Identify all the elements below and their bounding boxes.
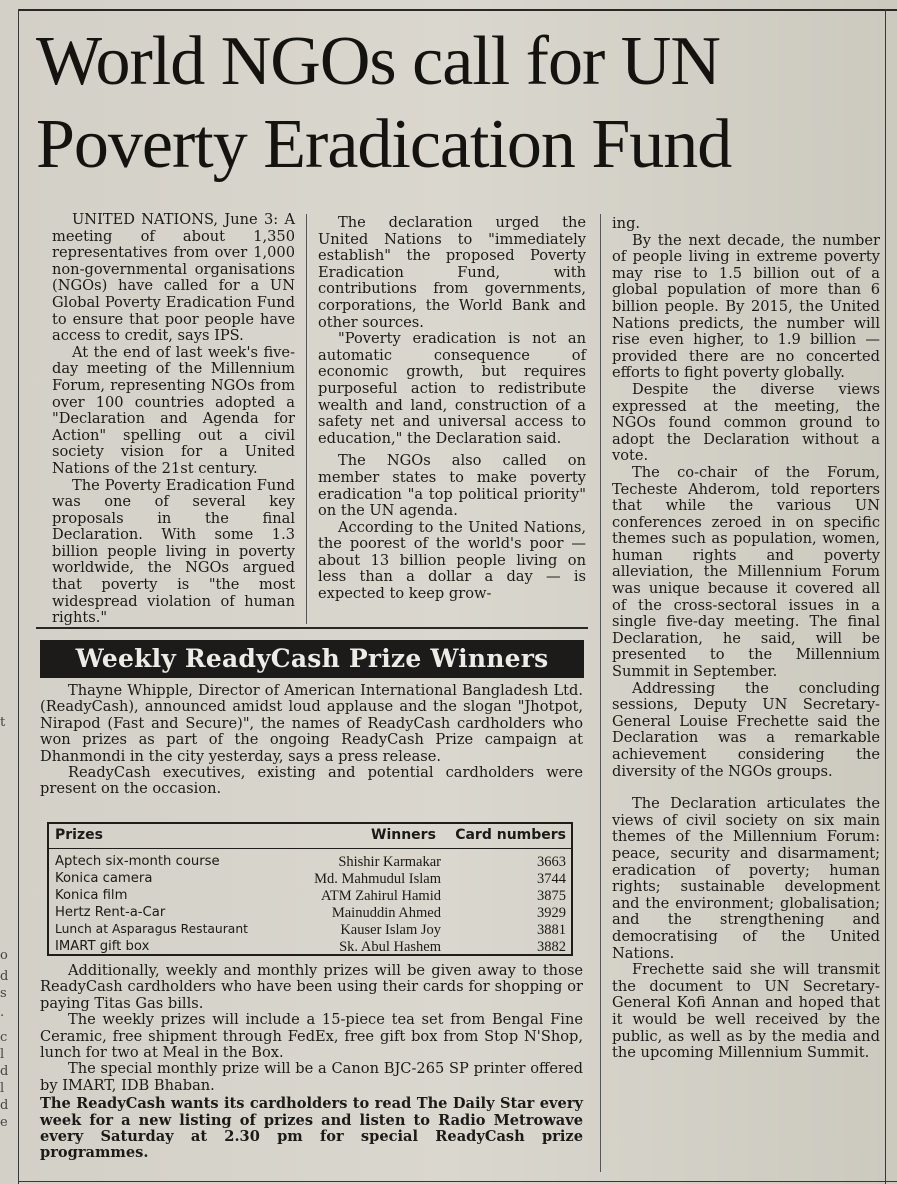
winner-cell: ATM Zahirul Hamid (320, 888, 441, 904)
margin-fragment: l (0, 1047, 5, 1062)
card-cell: 3929 (537, 905, 566, 921)
table-row (49, 854, 571, 871)
margin-fragment: s (0, 986, 7, 1001)
article-column-2 (318, 215, 586, 603)
prize-box-intro (40, 683, 583, 798)
paragraph: The declaration urged the United Nations to "immediately establish" the proposed Poverty Eradication Fund, with contributions from governments, corporations, the World Bank and other sources. (318, 214, 586, 331)
paragraph: UNITED NATIONS, June 3: A meeting of about 1,350 representatives from over 1,000 non-governmental organisations (NGOs) have called for a UN Global Poverty Eradication Fund to ensure that poor people have access to credit, says IPS. (52, 211, 295, 345)
margin-fragment: t (0, 715, 6, 730)
paragraph: The special monthly prize will be a Canon BJC-265 SP printer offered by IMART, IDB Bhaban. (40, 1060, 583, 1094)
paragraph: The NGOs also called on member states to make poverty eradication "a top political priority" on the UN agenda. (318, 452, 586, 520)
winner-cell: Kauser Islam Joy (340, 922, 441, 938)
margin-fragment: o (0, 948, 8, 963)
prize-cell: Aptech six-month course (55, 854, 220, 869)
paragraph: Frechette said she will transmit the document to UN Secretary-General Kofi Annan and hoped that it would be well received by the public, as well as by the media and the upcoming Millennium Summit. (612, 961, 880, 1062)
margin-fragment: d (0, 1064, 9, 1079)
table-body (49, 849, 571, 956)
column-divider (306, 214, 307, 624)
paragraph: According to the United Nations, the poorest of the world's poor — about 13 billion people living on less than a dollar a day — is expected to keep grow- (318, 518, 586, 603)
paragraph: ReadyCash executives, existing and potential cardholders were present on the occasion. (40, 764, 583, 798)
headline-line-1: World NGOs call for UN (36, 23, 720, 100)
header-prizes: Prizes (55, 827, 103, 843)
paragraph: Addressing the concluding sessions, Deputy UN Secretary-General Louise Frechette said the Declaration was a remarkable achievement considering the diversity of the NGOs groups. (612, 679, 880, 780)
table-row (49, 939, 571, 956)
winner-cell: Sk. Abul Hashem (339, 939, 441, 955)
card-cell: 3882 (537, 939, 566, 955)
prize-cell: Hertz Rent-a-Car (55, 905, 166, 920)
card-cell: 3663 (537, 854, 566, 870)
winner-cell: Mainuddin Ahmed (331, 905, 441, 921)
box-top-rule (36, 627, 588, 629)
prize-cell: Konica film (55, 888, 128, 903)
paragraph: "Poverty eradication is not an automatic consequence of economic growth, but requires purposeful action to redistribute wealth and land, construction of a safety net and universal access to education," the Declaration said. (318, 330, 586, 447)
table-row (49, 905, 571, 922)
paragraph: The Poverty Eradication Fund was one of several key proposals in the final Declaration. With some 1.3 billion people living in poverty worldwide, the NGOs argued that poverty is "the most widespread violation of human rights." (52, 476, 295, 627)
prize-box-details (40, 963, 583, 1162)
paragraph: The co-chair of the Forum, Techeste Ahderom, told reporters that while the various UN conferences zeroed in on specific themes such as population, women, human rights and poverty alleviation, the Millennium Forum was unique because it covered all of the cross-sectoral issues in a single five-day meeting. The final Declaration, he said, will be presented to the Millennium Summit in September. (612, 463, 880, 681)
prize-cell: Konica camera (55, 871, 153, 886)
paragraph: At the end of last week's five-day meeting of the Millennium Forum, representing NGOs from over 100 countries adopted a "Declaration and Agenda for Action" spelling out a civil society vision for a United Nations of the 21st century. (52, 343, 295, 477)
headline-line-2: Poverty Eradication Fund (36, 106, 732, 183)
paragraph: ing. (612, 215, 641, 232)
adjacent-column-fragments (0, 700, 14, 1131)
right-rule (885, 9, 886, 1184)
margin-fragment: d (0, 1098, 9, 1113)
column-divider (600, 214, 601, 1172)
card-cell: 3875 (537, 888, 566, 904)
prize-cell: Lunch at Asparagus Restaurant (55, 922, 248, 936)
paragraph: The Declaration articulates the views of civil society on six main themes of the Millennium Forum: peace, security and disarmament; eradication of poverty; human rights; sustainable development and the environment; globalisation; and the strengthening and democratising of the United Nations. (612, 795, 880, 962)
card-cell: 3744 (537, 871, 566, 887)
margin-fragment: c (0, 1030, 8, 1045)
card-cell: 3881 (537, 922, 566, 938)
left-rule (18, 9, 19, 1184)
margin-fragment: l (0, 1081, 5, 1096)
header-card-numbers: Card numbers (455, 827, 566, 843)
paragraph: Additionally, weekly and monthly prizes will be given away to those ReadyCash cardholders who have been using their cards for shopping or paying Titas Gas bills. (40, 962, 583, 1012)
margin-fragment: . (0, 1005, 5, 1020)
margin-fragment: e (0, 1115, 8, 1130)
table-row (49, 871, 571, 888)
table-row (49, 922, 571, 939)
prize-cell: IMART gift box (55, 939, 150, 954)
article-column-1 (52, 212, 295, 627)
top-rule (18, 9, 897, 11)
prize-winners-table (47, 822, 573, 956)
paragraph: Despite the diverse views expressed at the meeting, the NGOs found common ground to adopt the Declaration without a vote. (612, 380, 880, 465)
bottom-rule (18, 1181, 897, 1182)
winner-cell: Shishir Karmakar (338, 854, 441, 870)
table-header (49, 824, 571, 849)
header-winners: Winners (371, 827, 436, 843)
closing-notice: The ReadyCash wants its cardholders to read The Daily Star every week for a new listing of prizes and listen to Radio Metrowave every Saturday at 2.30 pm for special ReadyCash prize programmes. (40, 1095, 583, 1162)
prize-winners-banner: Weekly ReadyCash Prize Winners (40, 640, 584, 678)
article-column-3 (612, 216, 880, 1062)
headline (36, 20, 881, 186)
table-row (49, 888, 571, 905)
winner-cell: Md. Mahmudul Islam (314, 871, 441, 887)
paragraph: The weekly prizes will include a 15-piece tea set from Bengal Fine Ceramic, free shipment through FedEx, free gift box from Stop N'Shop, lunch for two at Meal in the Box. (40, 1011, 583, 1062)
margin-fragment: d (0, 969, 9, 984)
paragraph: Thayne Whipple, Director of American International Bangladesh Ltd. (ReadyCash), announced amidst loud applause and the slogan "Jhotpot, Nirapod (Fast and Secure)", the names of ReadyCash cardholders who won prizes as part of the ongoing ReadyCash Prize campaign at Dhanmondi in the city yesterday, says a press release. (40, 682, 583, 765)
paragraph: By the next decade, the number of people living in extreme poverty may rise to 1.5 billion out of a global population of more than 6 billion people. By 2015, the United Nations predicts, the number will rise even higher, to 1.9 billion — provided there are no concerted efforts to fight poverty globally. (612, 231, 880, 382)
